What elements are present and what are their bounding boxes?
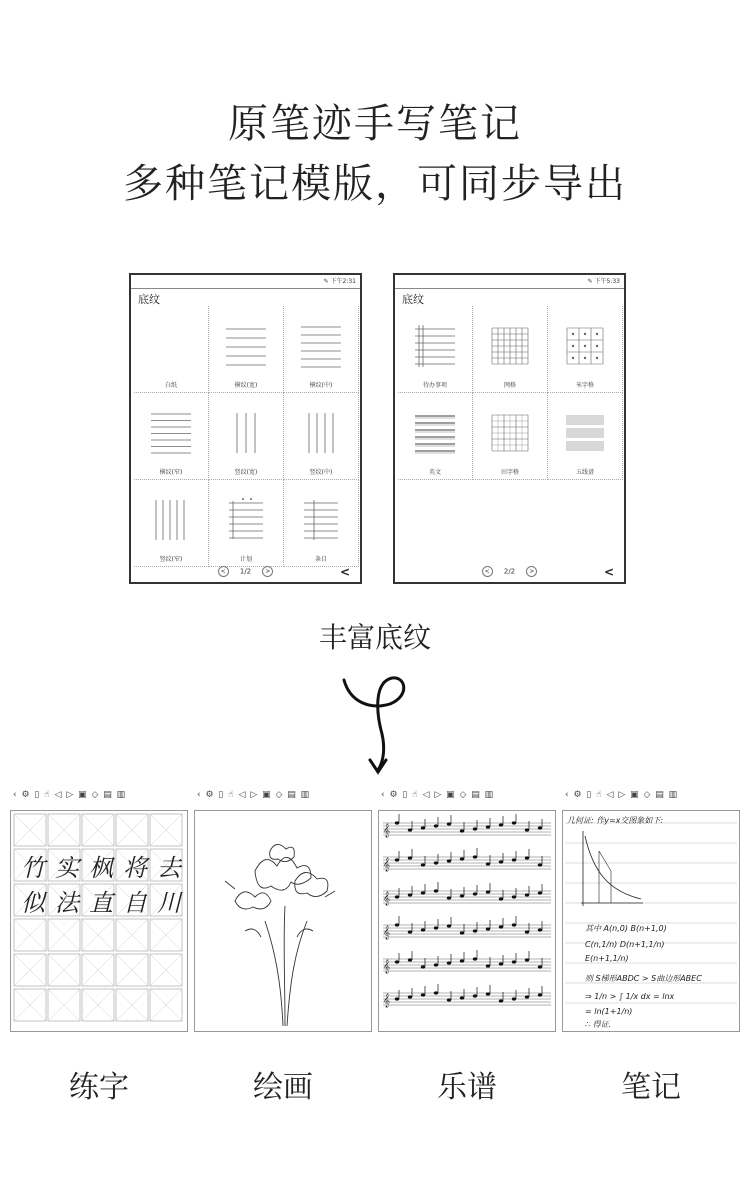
template-option-8[interactable] [209, 480, 284, 567]
calligraphy-char: 川 [157, 889, 181, 917]
svg-text:𝄞: 𝄞 [383, 959, 391, 973]
template-preview [410, 321, 460, 371]
headline-line2: 多种笔记模版，可同步导出 [123, 161, 627, 207]
template-option-4[interactable] [134, 393, 209, 480]
example-canvas [10, 810, 188, 1032]
note-line: ∴ 得证. [585, 1020, 612, 1029]
template-label: 竖纹(宽) [234, 469, 258, 476]
note-line: E(n+1,1/n) [585, 954, 629, 963]
note-line: 则 S梯形ABDC > S曲边形ABEC [585, 974, 702, 983]
status-bar [395, 275, 624, 289]
template-preview [296, 408, 346, 458]
template-label: 英文 [428, 469, 441, 476]
note-line: C(n,1/n) D(n+1,1/n) [585, 940, 665, 949]
status-time: 下午5:33 [594, 278, 620, 285]
template-option-6[interactable] [548, 393, 623, 480]
template-option-4[interactable] [398, 393, 473, 480]
template-screen-page2 [393, 273, 626, 584]
svg-text:𝄞: 𝄞 [383, 857, 391, 871]
toolbar-icons[interactable]: ‹ ⚙ ▯ ☝ ◁ ▷ ▣ ◇ ▤ ▥ [13, 790, 127, 800]
template-preview [146, 408, 196, 458]
template-label: 横纹(中) [309, 382, 333, 389]
template-preview [221, 321, 271, 371]
example-label: 笔记 [621, 1070, 681, 1105]
calligraphy-char: 枫 [89, 854, 113, 882]
headline-line1: 原笔迹手写笔记 [228, 101, 522, 147]
prev-page-button[interactable]: < [482, 566, 493, 577]
template-preview [485, 321, 535, 371]
template-label: 米字格 [575, 382, 594, 389]
template-preview [560, 408, 610, 458]
calligraphy-char: 直 [89, 889, 113, 917]
template-option-1[interactable] [134, 306, 209, 393]
next-page-button[interactable]: > [262, 566, 273, 577]
calligraphy-char: 自 [123, 889, 147, 917]
calligraphy-char: 实 [55, 854, 79, 882]
template-preview [296, 321, 346, 371]
example-label: 乐谱 [437, 1070, 497, 1105]
template-preview [296, 495, 346, 545]
back-icon[interactable]: < [339, 565, 350, 579]
template-label: 条目 [314, 556, 327, 563]
screen-title: 底纹 [402, 293, 424, 306]
example-canvas [378, 810, 556, 1032]
template-preview [146, 495, 196, 545]
status-time: 下午2:31 [330, 278, 356, 285]
template-label: 计划 [239, 556, 252, 563]
svg-text:𝄞: 𝄞 [383, 993, 391, 1007]
template-label: 竖纹(窄) [159, 556, 183, 563]
template-preview [410, 408, 460, 458]
template-option-3[interactable] [548, 306, 623, 393]
example-panel-3 [378, 790, 556, 1032]
calligraphy-char: 去 [157, 854, 181, 882]
template-option-7[interactable] [134, 480, 209, 567]
template-label: 白纸 [164, 382, 177, 389]
template-label: 五线谱 [575, 469, 594, 476]
template-label: 待办事项 [422, 382, 447, 389]
example-panel-2 [194, 790, 372, 1032]
prev-page-button[interactable]: < [218, 566, 229, 577]
pager [131, 566, 360, 577]
example-label: 绘画 [253, 1070, 313, 1105]
screen-title: 底纹 [138, 293, 160, 306]
toolbar-icons[interactable]: ‹ ⚙ ▯ ☝ ◁ ▷ ▣ ◇ ▤ ▥ [565, 790, 679, 800]
page-indicator: 2/2 [503, 567, 516, 576]
template-option-3[interactable] [284, 306, 359, 393]
example-canvas [194, 810, 372, 1032]
curly-arrow-icon [330, 672, 420, 777]
toolbar-icons[interactable]: ‹ ⚙ ▯ ☝ ◁ ▷ ▣ ◇ ▤ ▥ [381, 790, 495, 800]
template-screen-page1 [129, 273, 362, 584]
template-option-6[interactable] [284, 393, 359, 480]
next-page-button[interactable]: > [526, 566, 537, 577]
example-panel-1 [10, 790, 188, 1032]
example-panel-4 [562, 790, 740, 1032]
calligraphy-char: 竹 [21, 854, 45, 882]
svg-text:𝄞: 𝄞 [383, 891, 391, 905]
template-preview [560, 321, 610, 371]
example-canvas [562, 810, 740, 1032]
template-option-2[interactable] [209, 306, 284, 393]
template-option-9[interactable] [284, 480, 359, 567]
template-option-2[interactable] [473, 306, 548, 393]
pager [395, 566, 624, 577]
template-label: 竖纹(中) [309, 469, 333, 476]
back-icon[interactable]: < [603, 565, 614, 579]
note-line: 几何证: 作y=x交图象如下: [567, 816, 664, 825]
template-option-1[interactable] [398, 306, 473, 393]
template-preview [221, 495, 271, 545]
note-line: ⇒ 1/n > ∫ 1/x dx = lnx [585, 992, 675, 1001]
template-label: 横纹(宽) [234, 382, 258, 389]
template-option-5[interactable] [473, 393, 548, 480]
template-preview [485, 408, 535, 458]
example-label: 练字 [69, 1070, 129, 1105]
note-line: 其中 A(n,0) B(n+1,0) [585, 924, 667, 933]
template-label: 田字格 [500, 469, 519, 476]
svg-text:𝄞: 𝄞 [383, 823, 391, 837]
calligraphy-char: 法 [55, 889, 79, 917]
status-bar [131, 275, 360, 289]
template-option-5[interactable] [209, 393, 284, 480]
note-line: = ln(1+1/n) [585, 1007, 633, 1016]
template-label: 横纹(窄) [159, 469, 183, 476]
calligraphy-char: 似 [21, 889, 45, 917]
pen-icon: ✎ [323, 278, 329, 285]
template-label: 网格 [503, 382, 516, 389]
svg-text:𝄞: 𝄞 [383, 925, 391, 939]
page-indicator: 1/2 [239, 567, 252, 576]
template-preview [221, 408, 271, 458]
toolbar-icons[interactable]: ‹ ⚙ ▯ ☝ ◁ ▷ ▣ ◇ ▤ ▥ [197, 790, 311, 800]
calligraphy-char: 将 [123, 854, 147, 882]
subtitle: 丰富底纹 [318, 621, 431, 654]
pen-icon: ✎ [587, 278, 593, 285]
